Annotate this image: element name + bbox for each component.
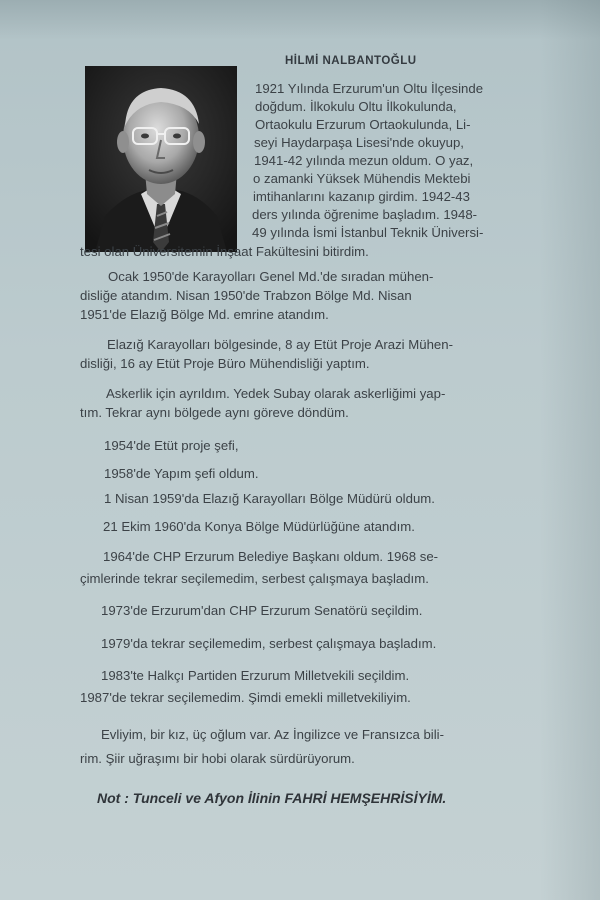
bio-line: tesi olan Üniversitemin İnşaat Fakültesini bitirdim. [80, 244, 369, 259]
bio-line: imtihanlarını kazanıp girdim. 1942-43 [253, 189, 470, 204]
page-shadow-top [0, 0, 600, 40]
paragraph-line: tım. Tekrar aynı bölgede aynı göreve döndüm. [80, 405, 349, 420]
paragraph-line: Ocak 1950'de Karayolları Genel Md.'de sıradan mühen- [108, 269, 434, 284]
paragraph-line: Askerlik için ayrıldım. Yedek Subay olarak askerliğimi yap- [106, 386, 446, 401]
author-portrait [85, 66, 237, 252]
author-name: HİLMİ NALBANTOĞLU [285, 55, 417, 67]
bio-line: 1921 Yılında Erzurum'un Oltu İlçesinde [255, 81, 484, 96]
paragraph-line: Elazığ Karayolları bölgesinde, 8 ay Etüt Proje Arazi Mühen- [107, 337, 453, 352]
paragraph-line: 1951'de Elazığ Bölge Md. emrine atandım. [80, 307, 329, 322]
bio-line: 49 yılında İsmi İstanbul Teknik Üniversi- [252, 225, 484, 240]
paragraph-line: 1979'da tekrar seçilemedim, serbest çalışmaya başladım. [101, 636, 437, 651]
paragraph-line: 1973'de Erzurum'dan CHP Erzurum Senatörü seçildim. [101, 603, 423, 618]
note-prefix: Not : Tunceli ve Afyon İlinin [97, 790, 285, 806]
paragraph-line: disliğe atandım. Nisan 1950'de Trabzon Bölge Md. Nisan [80, 288, 412, 303]
note-emphasis: FAHRİ HEMŞEHRİSİYİM. [284, 790, 447, 806]
paragraph-line: 1958'de Yapım şefi oldum. [104, 466, 259, 481]
paragraph-line: 1 Nisan 1959'da Elazığ Karayolları Bölge Müdürü oldum. [104, 491, 435, 506]
paragraph-line: 21 Ekim 1960'da Konya Bölge Müdürlüğüne atandım. [103, 519, 415, 534]
paragraph-line: 1983'te Halkçı Partiden Erzurum Milletvekili seçildim. [101, 668, 410, 683]
bio-line: ders yılında öğrenime başladım. 1948- [252, 207, 478, 222]
paragraph-line: Evliyim, bir kız, üç oğlum var. Az İngilizce ve Fransızca bili- [101, 727, 444, 742]
paragraph-line: çimlerinde tekrar seçilemedim, serbest çalışmaya başladım. [80, 571, 429, 586]
note-line [97, 790, 446, 806]
paragraph-line: 1987'de tekrar seçilemedim. Şimdi emekli milletvekiliyim. [80, 690, 411, 705]
bio-line: 1941-42 yılında mezun oldum. O yaz, [254, 153, 474, 168]
bio-line: o zamanki Yüksek Mühendis Mektebi [253, 171, 471, 186]
paragraph-line: 1954'de Etüt proje şefi, [104, 438, 239, 453]
paragraph-line: rim. Şiir uğraşımı bir hobi olarak sürdürüyorum. [80, 751, 355, 766]
bio-line: seyi Haydarpaşa Lisesi'nde okuyup, [254, 135, 464, 150]
paragraph-line: 1964'de CHP Erzurum Belediye Başkanı oldum. 1968 se- [103, 549, 439, 564]
page-shadow-edge [540, 0, 600, 900]
bio-line: Ortaokulu Erzurum Ortaokulunda, Li- [255, 117, 471, 132]
bio-line: doğdum. İlkokulu Oltu İlkokulunda, [255, 99, 457, 114]
paragraph-line: disliği, 16 ay Etüt Proje Büro Mühendisliği yaptım. [80, 356, 370, 371]
